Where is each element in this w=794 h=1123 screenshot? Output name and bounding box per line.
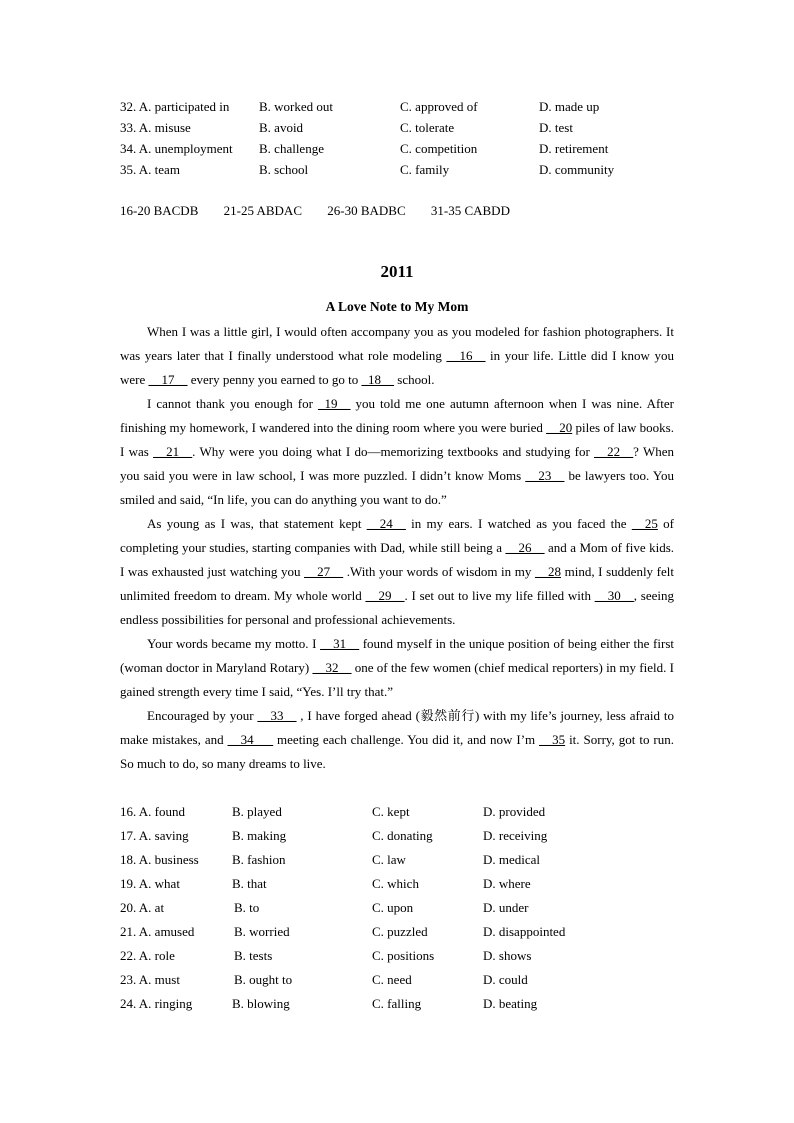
blank-29: __29__: [365, 588, 405, 603]
option-d: D. disappointed: [483, 924, 566, 939]
text: it. Sorry, got to run. So much to do, so many dreams to live.: [120, 732, 675, 771]
option-c: C. donating: [372, 828, 433, 843]
text: When I was a little girl, I would often accompany you as you modeled for fashion photographers. It was years later that I finally understood what role modeling: [120, 324, 674, 363]
blank-35: __35: [539, 732, 566, 747]
option-d: D. made up: [539, 99, 600, 114]
text: meeting each challenge. You did it, and now I’m: [273, 732, 540, 747]
option-d: D. provided: [483, 804, 546, 819]
blank-19: _19__: [317, 396, 351, 411]
option-d: D. under: [483, 900, 529, 915]
option-a: 34. A. unemployment: [120, 141, 233, 156]
text: As young as I was, that statement kept: [147, 516, 367, 531]
year-heading: 2011: [380, 262, 414, 281]
option-a: 19. A. what: [120, 876, 180, 891]
paragraph: [120, 704, 674, 776]
option-d: D. test: [539, 120, 573, 135]
paragraph: [120, 512, 674, 632]
text: . I set out to live my life filled with: [404, 588, 595, 603]
option-c: C. upon: [372, 900, 414, 915]
passage: [120, 320, 674, 776]
option-a: 23. A. must: [120, 972, 180, 987]
option-c: C. competition: [400, 141, 478, 156]
text: and a Mom of five kids. I was exhausted just watching you: [120, 540, 675, 579]
passage-title: A Love Note to My Mom: [325, 299, 469, 314]
option-c: C. tolerate: [400, 120, 455, 135]
option-a: 33. A. misuse: [120, 120, 191, 135]
paragraph: [120, 392, 674, 512]
text: .With your words of wisdom in my: [343, 564, 535, 579]
text: Your words became my motto. I: [147, 636, 321, 651]
answer-group: 26-30 BADBC: [327, 203, 406, 218]
option-a: 24. A. ringing: [120, 996, 193, 1011]
blank-23: __23__: [525, 468, 565, 483]
blank-28: __28: [535, 564, 561, 579]
text: mind, I suddenly felt unlimited freedom to dream. My whole world: [120, 564, 674, 603]
option-d: D. community: [539, 162, 615, 177]
answer-group: 31-35 CABDD: [430, 203, 510, 218]
option-c: C. puzzled: [372, 924, 428, 939]
text: Encouraged by your: [147, 708, 258, 723]
answer-group: 16-20 BACDB: [120, 203, 199, 218]
blank-26: __26__: [505, 540, 545, 555]
option-c: C. kept: [372, 804, 410, 819]
option-d: D. beating: [483, 996, 538, 1011]
option-b: B. avoid: [259, 120, 304, 135]
option-a: 17. A. saving: [120, 828, 189, 843]
option-a: 20. A. at: [120, 900, 165, 915]
text: school.: [394, 372, 435, 387]
option-b: B. worked out: [259, 99, 334, 114]
blank-27: __27__: [304, 564, 344, 579]
option-a: 22. A. role: [120, 948, 175, 963]
answer-group: 21-25 ABDAC: [223, 203, 302, 218]
option-c: C. need: [372, 972, 412, 987]
option-a: 16. A. found: [120, 804, 185, 819]
option-a: 32. A. participated in: [120, 99, 230, 114]
answer-key: [120, 200, 532, 221]
option-a: 21. A. amused: [120, 924, 195, 939]
option-b: B. that: [232, 876, 267, 891]
blank-31: __31__: [320, 636, 360, 651]
blank-33: __33__: [257, 708, 297, 723]
option-b: B. blowing: [232, 996, 290, 1011]
option-d: D. medical: [483, 852, 541, 867]
option-a: 18. A. business: [120, 852, 199, 867]
blank-30: __30__: [594, 588, 634, 603]
text: , seeing endless possibilities for personal and professional achievements.: [120, 588, 675, 627]
paragraph: [120, 320, 674, 392]
text: in my ears. I watched as you faced the: [405, 516, 632, 531]
text: in your life. Little did I know you were: [120, 348, 674, 387]
blank-21: __21__: [153, 444, 193, 459]
text: you told me one autumn afternoon when I was nine. After finishing my homework, I wandered into the dining room where you were buried: [120, 396, 674, 435]
text: one of the few women (chief medical reporters) in my field. I gained strength every time I said, “Yes. I’ll try that.”: [120, 660, 674, 699]
text: piles of law books. I was: [120, 420, 674, 459]
option-c: C. which: [372, 876, 419, 891]
paragraph: [120, 632, 674, 704]
text: . Why were you doing what I do—memorizing textbooks and studying for: [192, 444, 595, 459]
text: ? When you said you were in law school, I was more puzzled. I didn’t know Moms: [120, 444, 675, 483]
option-b: B. tests: [234, 948, 273, 963]
text: every penny you earned to go to: [187, 372, 362, 387]
blank-34: __34___: [227, 732, 274, 747]
blank-18: _18__: [361, 372, 395, 387]
option-d: D. where: [483, 876, 531, 891]
blank-22: __22__: [594, 444, 634, 459]
text: I cannot thank you enough for: [147, 396, 318, 411]
blank-17: __17__: [148, 372, 188, 387]
option-d: D. shows: [483, 948, 532, 963]
text: be lawyers too. You smiled and said, “In life, you can do anything you want to do.”: [120, 468, 674, 507]
blank-16: __16__: [446, 348, 486, 363]
option-c: C. positions: [372, 948, 435, 963]
text: , I have forged ahead (毅然前行) with my life’s journey, less afraid to make mistakes, and: [120, 708, 674, 747]
option-c: C. law: [372, 852, 406, 867]
option-b: B. to: [234, 900, 260, 915]
option-c: C. approved of: [400, 99, 478, 114]
option-b: B. worried: [234, 924, 290, 939]
option-b: B. ought to: [234, 972, 293, 987]
option-d: D. retirement: [539, 141, 609, 156]
text: of completing your studies, starting companies with Dad, while still being a: [120, 516, 674, 555]
option-b: B. played: [232, 804, 282, 819]
option-c: C. family: [400, 162, 450, 177]
option-c: C. falling: [372, 996, 422, 1011]
option-a: 35. A. team: [120, 162, 180, 177]
blank-25: __25: [631, 516, 658, 531]
option-b: B. school: [259, 162, 309, 177]
option-b: B. making: [232, 828, 287, 843]
option-b: B. fashion: [232, 852, 286, 867]
blank-24: __24__: [366, 516, 406, 531]
text: found myself in the unique position of being either the first (woman doctor in Maryland Rotary): [120, 636, 674, 675]
option-d: D. receiving: [483, 828, 548, 843]
option-d: D. could: [483, 972, 528, 987]
blank-20: __20: [546, 420, 573, 435]
blank-32: __32__: [312, 660, 352, 675]
option-b: B. challenge: [259, 141, 324, 156]
